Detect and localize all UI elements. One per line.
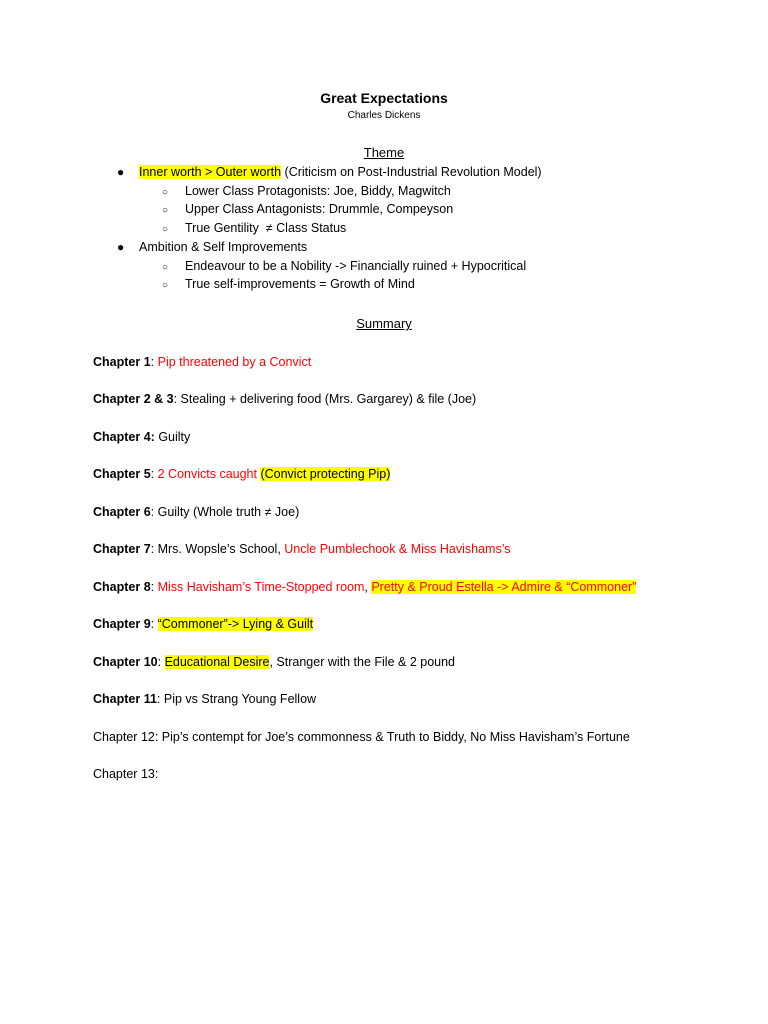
sub-bullet-glyph: ○: [162, 224, 169, 235]
chapter-13: Chapter 13:: [93, 767, 159, 781]
chapter-11: Chapter 11: Pip vs Strang Young Fellow: [93, 692, 317, 706]
theme-heading: Theme: [363, 145, 405, 160]
sub-bullet-glyph: ○: [162, 262, 169, 273]
theme-1-sub-1: [162, 182, 451, 202]
chapter-10: Chapter 10: Educational Desire, Stranger with the File & 2 pound: [93, 655, 456, 669]
document-author: Charles Dickens: [347, 110, 421, 121]
theme-2-sub-2-text: True self-improvements = Growth of Mind: [185, 277, 415, 291]
theme-2-text: Ambition & Self Improvements: [139, 240, 308, 254]
theme-1-sub-2-text: Upper Class Antagonists: Drummle, Compeyson: [185, 202, 454, 216]
chapter-12: Chapter 12: Pip’s contempt for Joe’s commonness & Truth to Biddy, No Miss Havisham’s Fortune: [93, 730, 630, 744]
theme-2-sub-1-text: Endeavour to be a Nobility -> Financially ruined + Hypocritical: [185, 259, 527, 273]
theme-1-sub-2: [162, 200, 454, 220]
chapter-4: Chapter 4: Guilty: [93, 430, 191, 444]
sub-bullet-glyph: ○: [162, 205, 169, 216]
bullet-glyph: ●: [117, 240, 125, 254]
chapter-7: Chapter 7: Mrs. Wopsle’s School, Uncle Pumblechook & Miss Havishams’s: [93, 542, 511, 556]
theme-bullet-1: [117, 163, 542, 181]
sub-bullet-glyph: ○: [162, 187, 169, 198]
theme-1-sub-3-text: True Gentility ≠ Class Status: [185, 221, 347, 235]
document-title: Great Expectations: [320, 90, 448, 106]
summary-heading: Summary: [356, 316, 412, 331]
chapter-2-3: Chapter 2 & 3: Stealing + delivering food (Mrs. Gargarey) & file (Joe): [93, 392, 477, 406]
chapter-9: Chapter 9: “Commoner”-> Lying & Guilt: [93, 617, 314, 631]
theme-1-highlight: Inner worth > Outer worth: [139, 165, 282, 179]
theme-2-sub-1: [162, 257, 527, 277]
theme-1-text: (Criticism on Post-Industrial Revolution Model): [281, 165, 542, 179]
theme-bullet-2: [117, 238, 308, 256]
sub-bullet-glyph: ○: [162, 280, 169, 291]
theme-1-sub-3: [162, 219, 347, 239]
chapter-8: Chapter 8: Miss Havisham’s Time-Stopped room, Pretty & Proud Estella -> Admire & “Commoner”: [93, 580, 637, 594]
bullet-glyph: ●: [117, 165, 125, 179]
theme-2-sub-2: [162, 275, 415, 295]
chapter-6: Chapter 6: Guilty (Whole truth ≠ Joe): [93, 505, 300, 519]
chapter-5: Chapter 5: 2 Convicts caught (Convict protecting Pip): [93, 467, 391, 481]
chapter-1: Chapter 1: Pip threatened by a Convict: [93, 355, 312, 369]
theme-1-sub-1-text: Lower Class Protagonists: Joe, Biddy, Magwitch: [185, 184, 451, 198]
